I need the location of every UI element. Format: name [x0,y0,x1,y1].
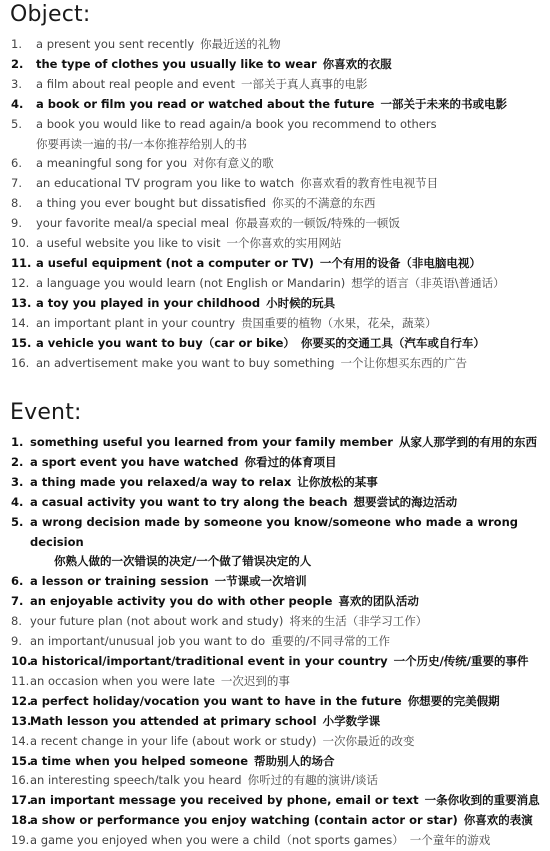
topic-item [0,473,550,493]
topic-chinese: 你喜欢的衣服 [322,56,392,71]
topic-english: the type of clothes you usually like to wear [36,56,317,71]
topic-number: 15. [11,753,32,768]
topic-item [0,453,550,473]
topic-number: 15. [11,335,32,350]
event-topic-list [0,433,550,851]
topic-english: a useful equipment (not a computer or TV) [36,255,314,270]
topic-chinese: 一个有用的设备（非电脑电视） [319,255,481,270]
topic-number: 12. [11,693,32,708]
topic-chinese: 你想要的完美假期 [407,693,500,708]
topic-chinese: 一节课或一次培训 [214,574,307,589]
topic-item [0,314,550,334]
topic-item [0,334,550,354]
topic-item [0,433,550,453]
topic-chinese: 你最喜欢的一顿饭/特殊的一顿饭 [235,216,400,231]
object-section-title: Object: [10,2,91,27]
topic-chinese: 你最近送的礼物 [200,37,281,51]
topic-item [0,831,550,851]
topic-english: a book you would like to read again/a book you recommend to others [36,116,437,131]
topic-chinese: 你听过的有趣的演讲/谈话 [247,773,378,788]
topic-chinese: 一个让你想买东西的广告 [340,355,468,370]
topic-english: something useful you learned from your family member [30,435,393,449]
topic-number: 12. [11,275,30,290]
topic-item [0,214,550,234]
topic-chinese: 你喜欢看的教育性电视节目 [300,176,439,191]
topic-english: a casual activity you want to try along the beach [30,494,348,509]
topic-english: an important/unusual job you want to do [30,634,266,649]
topic-number: 11. [11,255,32,270]
topic-chinese: 小学数学课 [322,713,381,728]
topic-number: 3. [11,474,24,489]
event-section-title: Event: [10,400,82,425]
topic-item [0,35,550,55]
topic-number: 18. [11,813,32,828]
topic-item [0,811,550,831]
topic-number: 2. [11,56,24,71]
topic-item [0,115,550,155]
topic-item [0,174,550,194]
topic-item [0,354,550,374]
topic-number: 4. [11,96,24,111]
topic-number: 13. [11,295,32,310]
topic-english: a lesson or training session [30,574,209,589]
topic-english: a wrong decision made by someone you know/someone who made a wrong decision [30,514,518,549]
topic-number: 13. [11,713,32,728]
topic-number: 4. [11,494,24,509]
topic-number: 7. [11,176,22,191]
topic-item [0,592,550,612]
topic-number: 11. [11,673,30,688]
topic-english: a thing made you relaxed/a way to relax [30,474,292,489]
topic-english: a meaningful song for you [36,156,188,171]
topic-english: a show or performance you enjoy watching (contain actor or star) [30,813,458,828]
topic-number: 2. [11,454,24,469]
topic-chinese: 一部关于真人真事的电影 [240,76,368,91]
topic-chinese: 你买的不满意的东西 [272,196,376,211]
topic-number: 3. [11,76,22,91]
topic-chinese: 将来的生活（非学习工作） [289,614,428,629]
topic-chinese: 一部关于未来的书或电影 [380,96,507,111]
topic-item [0,75,550,95]
topic-number: 14. [11,733,30,748]
topic-item [0,154,550,174]
topic-item [0,194,550,214]
topic-english: an important plant in your country [36,315,236,330]
topic-item [0,274,550,294]
topic-item [0,712,550,732]
topic-chinese: 一条你收到的重要消息 [424,793,540,808]
topic-number: 6. [11,156,22,171]
topic-item [0,254,550,274]
topic-english: a film about real people and event [36,76,235,91]
topic-chinese: 喜欢的团队活动 [338,594,419,609]
topic-english: a recent change in your life (about work or study) [30,733,317,748]
topic-item [0,513,550,573]
topic-english: a useful website you like to visit [36,236,221,251]
topic-chinese: 一次你最近的改变 [322,733,415,748]
topic-number: 8. [11,614,22,629]
topic-chinese: 贵国重要的植物（水果，花朵，蔬菜） [241,315,437,330]
topic-english: an occasion when you were late [30,673,215,688]
topic-english: an interesting speech/talk you heard [30,773,242,788]
topic-english: a sport event you have watched [30,454,239,469]
topic-english: your future plan (not about work and study) [30,614,284,629]
topic-number: 6. [11,574,24,589]
topic-item [0,294,550,314]
topic-number: 5. [11,514,24,529]
topic-number: 16. [11,773,30,788]
topic-item [0,572,550,592]
topic-number: 14. [11,315,30,330]
topic-number: 16. [11,355,30,370]
topic-chinese: 你看过的体育项目 [244,454,337,469]
topic-english: an important message you received by phone, email or text [30,793,419,808]
topic-item [0,672,550,692]
topic-chinese: 想要尝试的海边活动 [353,494,458,509]
topic-chinese: 从家人那学到的有用的东西 [398,435,537,449]
topic-chinese: 对你有意义的歌 [193,156,274,171]
topic-number: 7. [11,594,24,609]
topic-english: a language you would learn (not English or Mandarin) [36,275,346,290]
topic-number: 9. [11,634,22,649]
topic-item [0,95,550,115]
topic-item [0,493,550,513]
topic-number: 19. [11,833,30,848]
topic-number: 9. [11,216,22,231]
topic-chinese: 小时候的玩具 [266,295,336,310]
topic-item [0,234,550,254]
topic-number: 1. [11,435,24,449]
topic-english: Math lesson you attended at primary school [30,713,317,728]
topic-english: a vehicle you want to buy（car or bike） [36,335,295,350]
topic-item [0,771,550,791]
topic-english: an advertisement make you want to buy something [36,355,335,370]
topic-chinese: 想学的语言（非英语\普通话） [351,275,505,290]
topic-chinese: 你熟人做的一次错误的决定/一个做了错误决定的人 [54,554,312,569]
topic-english: a time when you helped someone [30,753,248,768]
topic-chinese: 一个你喜欢的实用网站 [226,236,342,251]
topic-chinese: 帮助别人的场合 [254,753,335,768]
topic-number: 5. [11,116,22,131]
topic-chinese: 重要的/不同寻常的工作 [271,634,391,649]
topic-item [0,692,550,712]
topic-english: a perfect holiday/vocation you want to have in the future [30,693,402,708]
topic-english: a toy you played in your childhood [36,295,261,310]
topic-number: 8. [11,196,22,211]
topic-item [0,55,550,75]
topic-english: a present you sent recently [36,37,195,51]
topic-chinese: 一个历史/传统/重要的事件 [393,653,529,668]
topic-chinese: 一个童年的游戏 [409,833,491,848]
topic-english: an educational TV program you like to watch [36,176,295,191]
topic-item [0,752,550,772]
object-topic-list [0,35,550,373]
topic-english: a historical/important/traditional event in your country [30,653,388,668]
topic-chinese: 你喜欢的表演 [463,813,533,828]
topic-number: 10. [11,236,30,251]
topic-number: 10. [11,653,32,668]
topic-chinese: 让你放松的某事 [297,474,378,489]
topic-number: 1. [11,37,22,51]
topic-english: a thing you ever bought but dissatisfied [36,196,267,211]
topic-item [0,791,550,811]
topic-chinese: 一次迟到的事 [220,673,290,688]
topic-english: an enjoyable activity you do with other people [30,594,333,609]
topic-chinese: 你要买的交通工具（汽车或自行车） [300,335,485,350]
topic-chinese: 你要再读一遍的书/一本你推荐给别人的书 [36,136,247,151]
topic-item [0,612,550,632]
topic-item [0,652,550,672]
topic-english: a book or film you read or watched about the future [36,96,375,111]
topic-item [0,632,550,652]
topic-item [0,732,550,752]
topic-number: 17. [11,793,32,808]
topic-english: your favorite meal/a special meal [36,216,230,231]
topic-english: a game you enjoyed when you were a child（not sports games） [30,833,404,848]
